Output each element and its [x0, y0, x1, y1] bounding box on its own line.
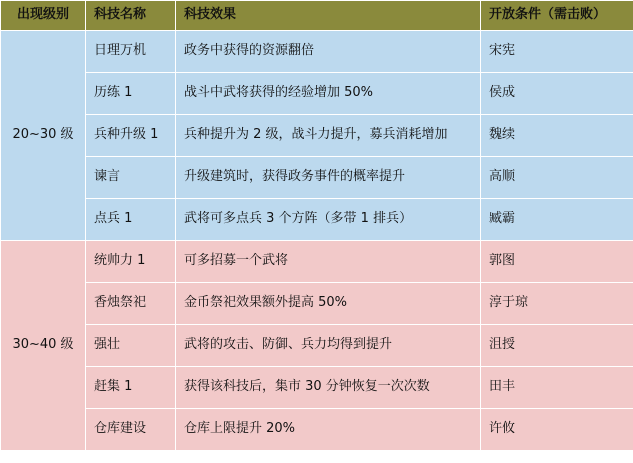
header-row: [1, 1, 633, 31]
tech-effect: 升级建筑时，获得政务事件的概率提升: [176, 157, 481, 199]
tech-unlock: 魏续: [481, 115, 633, 157]
table-row: [1, 157, 633, 199]
level-cell-group-b: 30~40 级: [1, 241, 86, 451]
tech-unlock: 田丰: [481, 367, 633, 409]
table-body: [1, 31, 633, 451]
table-header: [1, 1, 633, 31]
table-row: [1, 283, 633, 325]
tech-effect: 武将的攻击、防御、兵力均得到提升: [176, 325, 481, 367]
tech-unlock: 宋宪: [481, 31, 633, 73]
table-row: [1, 199, 633, 241]
tech-name: 仓库建设: [86, 409, 176, 451]
tech-name: 谏言: [86, 157, 176, 199]
tech-name: 赶集 1: [86, 367, 176, 409]
tech-effect: 金币祭祀效果额外提高 50%: [176, 283, 481, 325]
tech-name: 强壮: [86, 325, 176, 367]
table-row: [1, 409, 633, 451]
tech-unlock: 沮授: [481, 325, 633, 367]
header-unlock: 开放条件（需击败）: [481, 1, 633, 31]
tech-effect: 战斗中武将获得的经验增加 50%: [176, 73, 481, 115]
tech-effect: 仓库上限提升 20%: [176, 409, 481, 451]
tech-unlock: 许攸: [481, 409, 633, 451]
table-row: [1, 115, 633, 157]
table-row: [1, 325, 633, 367]
header-level: 出现级别: [1, 1, 86, 31]
table-row: [1, 73, 633, 115]
level-cell-group-a: 20~30 级: [1, 31, 86, 241]
tech-name: 兵种升级 1: [86, 115, 176, 157]
tech-effect: 政务中获得的资源翻倍: [176, 31, 481, 73]
tech-unlock: 淳于琼: [481, 283, 633, 325]
tech-effect: 武将可多点兵 3 个方阵（多带 1 排兵）: [176, 199, 481, 241]
tech-unlock: 臧霸: [481, 199, 633, 241]
tech-unlock: 侯成: [481, 73, 633, 115]
tech-name: 日理万机: [86, 31, 176, 73]
tech-name: 统帅力 1: [86, 241, 176, 283]
table-row: [1, 367, 633, 409]
tech-effect: 兵种提升为 2 级，战斗力提升，募兵消耗增加: [176, 115, 481, 157]
table-row: [1, 31, 633, 73]
tech-name: 香烛祭祀: [86, 283, 176, 325]
tech-unlock: 郭图: [481, 241, 633, 283]
table-row: [1, 241, 633, 283]
tech-unlock: 高顺: [481, 157, 633, 199]
header-name: 科技名称: [86, 1, 176, 31]
tech-effect: 获得该科技后，集市 30 分钟恢复一次次数: [176, 367, 481, 409]
tech-effect: 可多招募一个武将: [176, 241, 481, 283]
tech-name: 点兵 1: [86, 199, 176, 241]
tech-name: 历练 1: [86, 73, 176, 115]
header-effect: 科技效果: [176, 1, 481, 31]
